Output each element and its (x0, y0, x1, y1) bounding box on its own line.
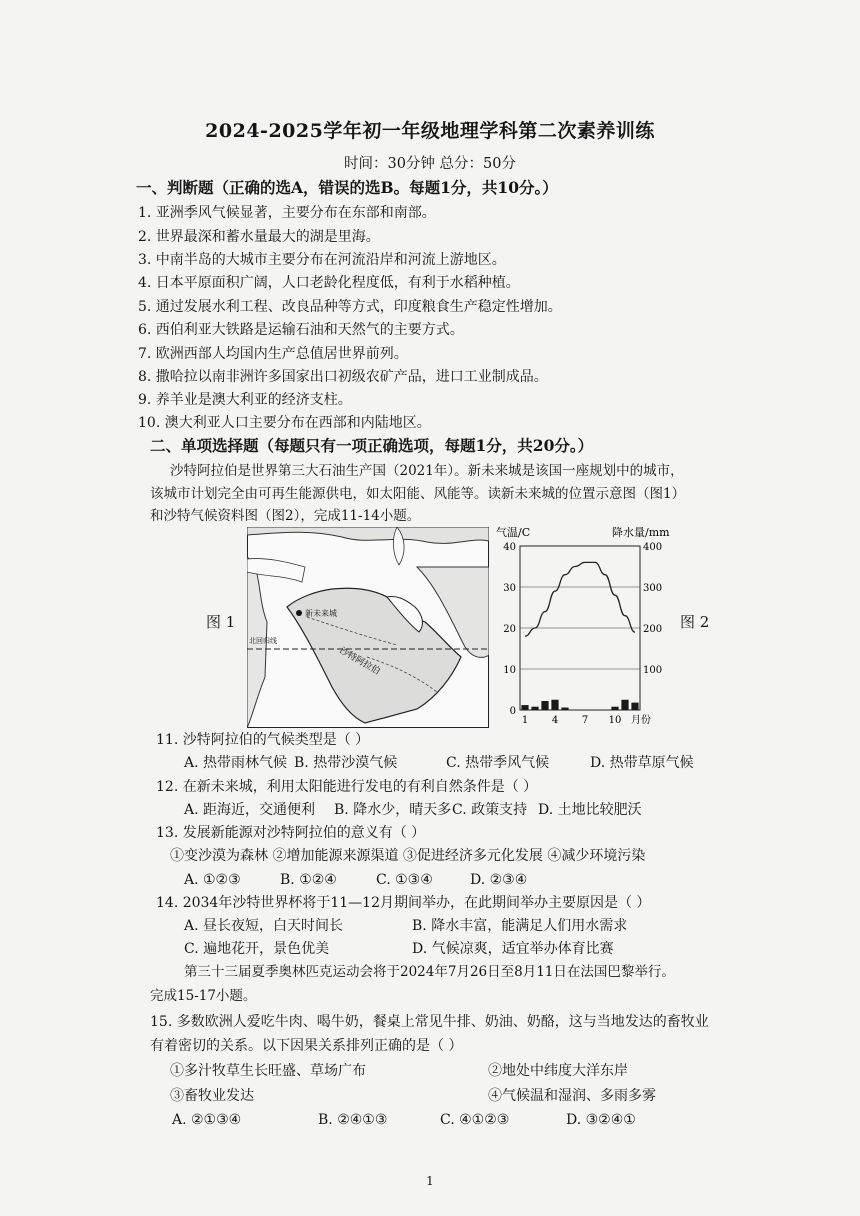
question-12-stem: 12. 在新未来城，利用太阳能进行发电的有利自然条件是（ ） (156, 779, 538, 795)
option-d[interactable]: D. 土地比较肥沃 (538, 802, 642, 818)
map-graphic (247, 527, 489, 728)
tf-item: 2. 世界最深和蓄水量最大的湖是里海。 (138, 229, 380, 245)
precip-tick-label: 400 (643, 542, 663, 553)
location-map (247, 527, 489, 728)
option-c[interactable]: C. ④①②③ (440, 1112, 510, 1128)
option-b[interactable]: B. 降水丰富，能满足人们用水需求 (412, 918, 628, 934)
question-14-options-row1 (184, 916, 627, 936)
temp-tick-label: 30 (503, 583, 516, 594)
question-13-statements: ①变沙漠为森林 ②增加能源来源渠道 ③促进经济多元化发展 ④减少环境污染 (170, 848, 646, 864)
tf-item: 9. 养羊业是澳大利亚的经济支柱。 (138, 392, 352, 408)
month-axis-label: 月份 (631, 715, 651, 726)
figure2-label: 图 2 (680, 613, 710, 631)
option-a[interactable]: A. ①②③ (184, 872, 241, 888)
page-number: 1 (426, 1174, 434, 1188)
question-12-options (184, 800, 642, 820)
question-15-stem-cont: 有着密切的关系。以下因果关系排列正确的是（ ） (150, 1038, 463, 1054)
option-b[interactable]: B. 降水少，晴天多 (334, 802, 452, 818)
passage-line: 和沙特气候资料图（图2），完成11-14小题。 (150, 508, 421, 524)
option-d[interactable]: D. ③②④① (566, 1112, 636, 1128)
figure1-label: 图 1 (206, 613, 236, 631)
precipitation-bar (611, 707, 618, 710)
option-c[interactable]: C. 遍地花开，景色优美 (184, 941, 330, 957)
question-11-stem: 11. 沙特阿拉伯的气候类型是（ ） (156, 732, 370, 748)
option-a[interactable]: A. 距海近，交通便利 (184, 802, 316, 818)
option-b[interactable]: B. 热带沙漠气候 (294, 755, 398, 771)
map-city-label: 新未来城 (305, 609, 337, 618)
option-d[interactable]: D. 气候凉爽，适宜举办体育比赛 (412, 941, 614, 957)
precipitation-bar (521, 705, 528, 710)
question-14-stem: 14. 2034年沙特世界杯将于11—12月期间举办，在此期间举办主要原因是（ ） (156, 895, 651, 911)
passage-line: 完成15-17小题。 (150, 988, 257, 1004)
option-c[interactable]: C. 政策支持 (452, 802, 528, 818)
temp-tick-label: 40 (503, 542, 516, 553)
map-tropic-label: 北回归线 (249, 637, 277, 645)
precipitation-bar (561, 708, 568, 710)
section2-heading: 二、单项选择题（每题只有一项正确选项，每题1分，共20分。） (150, 436, 594, 455)
q15-statement-3: ③畜牧业发达 (170, 1088, 254, 1104)
climate-chart-svg (492, 522, 682, 727)
precipitation-bar (531, 707, 538, 710)
month-tick-label: 7 (581, 715, 589, 726)
tf-item: 6. 西伯利亚大铁路是运输石油和天然气的主要方式。 (138, 322, 464, 338)
question-13-options (184, 870, 527, 890)
q15-statement-4: ④气候温和湿润、多雨多雾 (488, 1088, 656, 1104)
precipitation-bar (551, 700, 558, 710)
precipitation-bar (621, 700, 628, 710)
precip-tick-label: 300 (643, 583, 663, 594)
tf-item: 1. 亚洲季风气候显著，主要分布在东部和南部。 (138, 205, 436, 221)
precip-tick-label: 100 (643, 665, 663, 676)
tf-item: 5. 通过发展水利工程、改良品种等方式，印度粮食生产稳定性增加。 (138, 299, 562, 315)
temp-tick-label: 10 (503, 665, 516, 676)
question-13-stem: 13. 发展新能源对沙特阿拉伯的意义有（ ） (156, 825, 426, 841)
climate-chart (492, 522, 682, 727)
option-d[interactable]: D. 热带草原气候 (590, 755, 694, 771)
temp-tick-label: 20 (503, 624, 516, 635)
month-tick-label: 4 (551, 715, 559, 726)
tf-item: 8. 撒哈拉以南非洲许多国家出口初级农矿产品，进口工业制成品。 (138, 369, 548, 385)
exam-subtitle: 时间：30分钟 总分：50分 (343, 156, 516, 172)
option-a[interactable]: A. 热带雨林气候 (184, 755, 288, 771)
tf-item: 7. 欧洲西部人均国内生产总值居世界前列。 (138, 346, 408, 362)
temp-axis-label: 气温/C (496, 526, 531, 539)
temp-tick-label: 0 (509, 706, 516, 717)
option-d[interactable]: D. ②③④ (470, 872, 528, 888)
option-a[interactable]: A. ②①③④ (172, 1112, 242, 1128)
option-b[interactable]: B. ①②④ (280, 872, 337, 888)
q15-statement-1: ①多汁牧草生长旺盛、草场广布 (170, 1063, 366, 1079)
question-15-stem: 15. 多数欧洲人爱吃牛肉、喝牛奶，餐桌上常见牛排、奶油、奶酪，这与当地发达的畜牧业 (150, 1014, 709, 1030)
option-c[interactable]: C. ①③④ (376, 872, 433, 888)
precipitation-bar (631, 703, 638, 710)
map-country-label: 沙特阿拉伯 (337, 645, 382, 678)
precip-axis-label: 降水量/mm (612, 526, 670, 539)
temperature-series-line (525, 562, 635, 636)
option-c[interactable]: C. 热带季风气候 (446, 755, 550, 771)
question-11-options (184, 753, 694, 773)
precipitation-bar (541, 701, 548, 710)
option-b[interactable]: B. ②④①③ (318, 1112, 388, 1128)
q15-statement-2: ②地处中纬度大洋东岸 (488, 1063, 628, 1079)
precip-tick-label: 200 (643, 624, 663, 635)
passage-line: 第三十三届夏季奥林匹克运动会将于2024年7月26日至8月11日在法国巴黎举行。 (184, 964, 675, 980)
tf-item: 4. 日本平原面积广阔，人口老龄化程度低，有利于水稻种植。 (138, 275, 520, 291)
question-15-options (172, 1110, 636, 1130)
month-tick-label: 1 (521, 715, 529, 726)
option-a[interactable]: A. 昼长夜短，白天时间长 (184, 918, 344, 934)
tf-item: 3. 中南半岛的大城市主要分布在河流沿岸和河流上游地区。 (138, 252, 506, 268)
passage-line: 该城市计划完全由可再生能源供电，如太阳能、风能等。读新未来城的位置示意图（图1） (150, 486, 686, 502)
question-14-options-row2 (184, 939, 614, 959)
exam-title: 2024-2025学年初一年级地理学科第二次素养训练 (205, 120, 655, 142)
month-tick-label: 10 (608, 715, 622, 726)
section1-heading: 一、判断题（正确的选A，错误的选B。每题1分，共10分。） (136, 178, 558, 197)
tf-item: 10. 澳大利亚人口主要分布在西部和内陆地区。 (138, 415, 431, 431)
passage-line: 沙特阿拉伯是世界第三大石油生产国（2021年）。新未来城是该国一座规划中的城市， (170, 463, 684, 479)
